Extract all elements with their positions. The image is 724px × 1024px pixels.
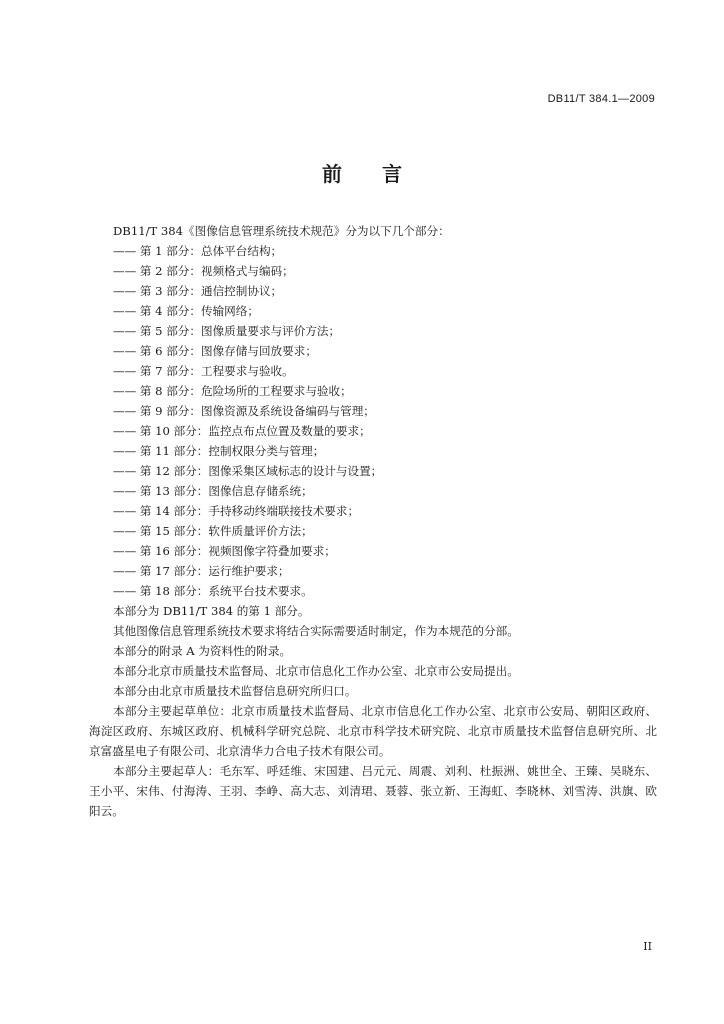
list-item: —— 第 17 部分：运行维护要求； <box>113 564 290 578</box>
title-char-left: 前 <box>322 162 342 186</box>
page-number: II <box>643 940 652 953</box>
list-item: —— 第 8 部分：危险场所的工程要求与验收； <box>113 384 352 398</box>
foreword-body <box>89 221 657 821</box>
title-char-right: 言 <box>382 162 402 186</box>
list-item: —— 第 14 部分：手持移动终端联接技术要求； <box>113 504 360 518</box>
list-item: —— 第 12 部分：图像采集区域标志的设计与设置； <box>113 464 383 478</box>
list-item: —— 第 3 部分：通信控制协议； <box>113 284 283 298</box>
paragraph: 其他图像信息管理系统技术要求将结合实际需要适时制定，作为本规范的分部。 <box>113 624 519 638</box>
parts-list <box>89 241 657 601</box>
list-item: —— 第 15 部分：软件质量评价方法； <box>113 524 313 538</box>
list-item: —— 第 4 部分：传输网络； <box>113 304 259 318</box>
paragraph: 本部分北京市质量技术监督局、北京市信息化工作办公室、北京市公安局提出。 <box>113 664 519 678</box>
list-item: —— 第 10 部分：监控点布点位置及数量的要求； <box>113 424 371 438</box>
page-title <box>0 158 724 187</box>
list-item: —— 第 16 部分：视频图像字符叠加要求； <box>113 544 336 558</box>
list-item: —— 第 5 部分：图像质量要求与评价方法； <box>113 324 341 338</box>
paragraph: 本部分由北京市质量技术监督信息研究所归口。 <box>113 684 357 698</box>
list-item: —— 第 2 部分：视频格式与编码； <box>113 264 294 278</box>
paragraph: 本部分的附录 A 为资料性的附录。 <box>113 644 292 658</box>
intro-paragraph: DB11/T 384《图像信息管理系统技术规范》分为以下几个部分： <box>113 224 450 238</box>
list-item: —— 第 1 部分：总体平台结构； <box>113 244 283 258</box>
document-code: DB11/T 384.1—2009 <box>547 93 655 105</box>
paragraph: 本部分为 DB11/T 384 的第 1 部分。 <box>113 604 310 618</box>
list-item: —— 第 9 部分：图像资源及系统设备编码与管理； <box>113 404 375 418</box>
drafters-paragraph: 本部分主要起草人：毛东军、呼廷维、宋国建、吕元元、周震、刘利、杜振洲、姚世全、王臻、吴晓东、王小平、宋伟、付海涛、王羽、李峥、高大志、刘清珺、聂蓉、张立新、王海虹、李晓林、刘雪涛、洪旗、欧阳云。 <box>89 764 657 818</box>
list-item: —— 第 13 部分：图像信息存储系统； <box>113 484 313 498</box>
drafting-units-paragraph: 本部分主要起草单位：北京市质量技术监督局、北京市信息化工作办公室、北京市公安局、朝阳区政府、海淀区政府、东城区政府、机械科学研究总院、北京市科学技术研究院、北京市质量技术监督信息研究所、北京富盛星电子有限公司、北京清华力合电子技术有限公司。 <box>89 704 657 758</box>
list-item: —— 第 6 部分：图像存储与回放要求； <box>113 344 317 358</box>
list-item: —— 第 7 部分：工程要求与验收。 <box>113 364 294 378</box>
list-item: —— 第 11 部分：控制权限分类与管理； <box>113 444 325 458</box>
list-item: —— 第 18 部分：系统平台技术要求。 <box>113 584 313 598</box>
